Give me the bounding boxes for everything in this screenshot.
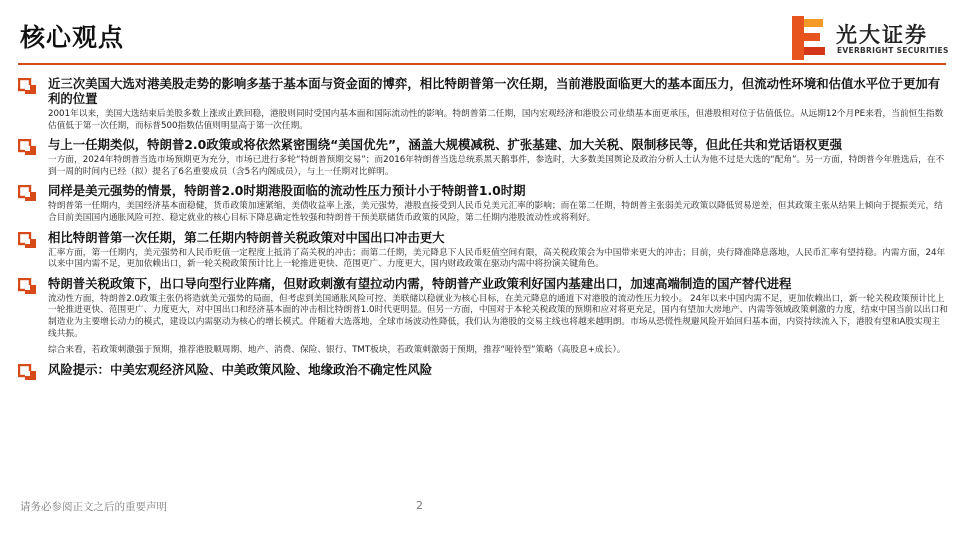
square-bullet-icon	[18, 232, 38, 249]
risk-warning	[18, 362, 948, 377]
everbright-logo-icon	[790, 15, 830, 61]
square-bullet-icon	[18, 364, 38, 381]
page-title: 核心观点	[20, 23, 125, 52]
key-point-paragraph: 2001年以来，美国大选结束后美股多数上涨或止跌回稳，港股则同时受国内基本面和国际流动性的影响。特朗普第二任期，国内宏观经济和港股公司业绩基本面更承压，但港股相对位于估值低位。从远期12个月PE来看，当前恒生指数估值低于第一次任期，而标普500指数估值则明显高于第一次任期。	[48, 109, 944, 131]
key-point-1	[18, 76, 948, 132]
square-bullet-icon	[18, 78, 38, 95]
key-point-4	[18, 230, 948, 271]
company-logo	[790, 15, 950, 63]
key-point-2	[18, 137, 948, 178]
key-point-heading: 近三次美国大选对港美股走势的影响多基于基本面与资金面的博弈，相比特朗普第一次任期，当前港股面临更大的基本面压力，但流动性环境和估值水平位于更加有利的位置	[48, 76, 941, 106]
key-point-3	[18, 183, 948, 224]
risk-warning-heading: 风险提示：中美宏观经济风险、中美政策风险、地缘政治不确定性风险	[48, 361, 433, 377]
key-point-paragraph: 流动性方面，特朗普2.0政策主张仍将造就美元强势的局面，但考虑到美国通胀风险可控、美联储以稳就业为核心目标，在美元降息的通道下对港股的流动性压力较小。 24年以来中国内需不足，更加依赖出口，新一轮关税政策预计比上一轮推进更快、范围更广、力度更大，对中国出口和经济基本面的冲击相比特朗普1.0时代更明显。但另一方面，中国对于本轮关税政策的预期和应对将更充足，国内有望加大房地产、内需等领域政策刺激的力度，结束中国当前以出口和制造业为主要增长动力的模式，建设以内需驱动为核心的增长模式。伴随着大选落地，全球市场波动性降低，我们认为港股的交易主线也将越来越明朗。市场从恐慌性规避风险开始回归基本面，内资持续流入下，港股有望和A股实现主线共振。	[48, 293, 948, 339]
key-point-paragraph: 一方面，2024年特朗普当选市场预期更为充分，市场已进行多轮“特朗普预期交易”；而2016年特朗普当选总统系黑天鹅事件，参选时，大多数美国舆论及政治分析人士认为他不过是大选的“配角”。另一方面，特朗普今年胜选后，在不到一周的时间内已经（拟）提名了6名重要成员（含5名内阁成员），与上一任期对比鲜明。	[48, 155, 945, 177]
logo-chinese-name: 光大证券	[836, 23, 928, 47]
key-points	[18, 76, 948, 380]
square-bullet-icon	[18, 139, 38, 156]
key-point-paragraph: 汇率方面，第一任期内，美元强势和人民币贬值一定程度上抵消了高关税的冲击；而第二任期，美元降息下人民币贬值空间有限，高关税政策会为中国带来更大的冲击；目前，央行降准降息落地，人民币汇率有望持稳。内需方面，24年以来中国内需不足，更加依赖出口，新一轮关税政策预计比上一轮推进更快、范围更广、力度更大，国内财政政策在驱动内需中将扮演关键角色。	[48, 247, 946, 270]
page-number: 2	[416, 499, 423, 512]
square-bullet-icon	[18, 185, 38, 202]
key-point-paragraph: 特朗普第一任期内，美国经济基本面稳健，货币政策加速紧缩，美债收益率上涨，美元强势，港股直接受到人民币兑美元汇率的影响；而在第二任期，特朗普主张弱美元政策以降低贸易逆差，但其政策主张从结果上倾向于提振美元，结合目前美国国内通胀风险可控、稳定就业的核心目标下降息确定性较强和特朗普干预美联储货币政策的风险，第二任期内港股流动性或将利好。	[48, 201, 943, 223]
key-point-conclusion: 综合来看，若政策刺激强于预期，推荐港股顺周期、地产、消费、保险、银行、TMT板块，若政策刺激弱于预期，推荐“哑铃型”策略（高股息+成长）。	[48, 345, 626, 356]
disclaimer-note: 请务必参阅正文之后的重要声明	[20, 501, 167, 513]
key-point-heading: 同样是美元强势的情景，特朗普2.0时期港股面临的流动性压力预计小于特朗普1.0时期	[48, 183, 526, 199]
key-point-heading: 与上一任期类似，特朗普2.0政策或将依然紧密围绕“美国优先”，涵盖大规模减税、扩张基建、加大关税、限制移民等，但此任共和党话语权更强	[48, 137, 843, 153]
key-point-5	[18, 276, 948, 357]
logo-english-name: EVERBRIGHT SECURITIES	[837, 46, 949, 55]
key-point-heading: 特朗普关税政策下，出口导向型行业阵痛，但财政刺激有望拉动内需，特朗普产业政策利好国内基建出口，加速高端制造的国产替代进程	[48, 275, 792, 291]
square-bullet-icon	[18, 278, 38, 295]
key-point-heading: 相比特朗普第一次任期，第二任期内特朗普关税政策对中国出口冲击更大	[48, 229, 445, 245]
title-divider	[18, 63, 946, 65]
